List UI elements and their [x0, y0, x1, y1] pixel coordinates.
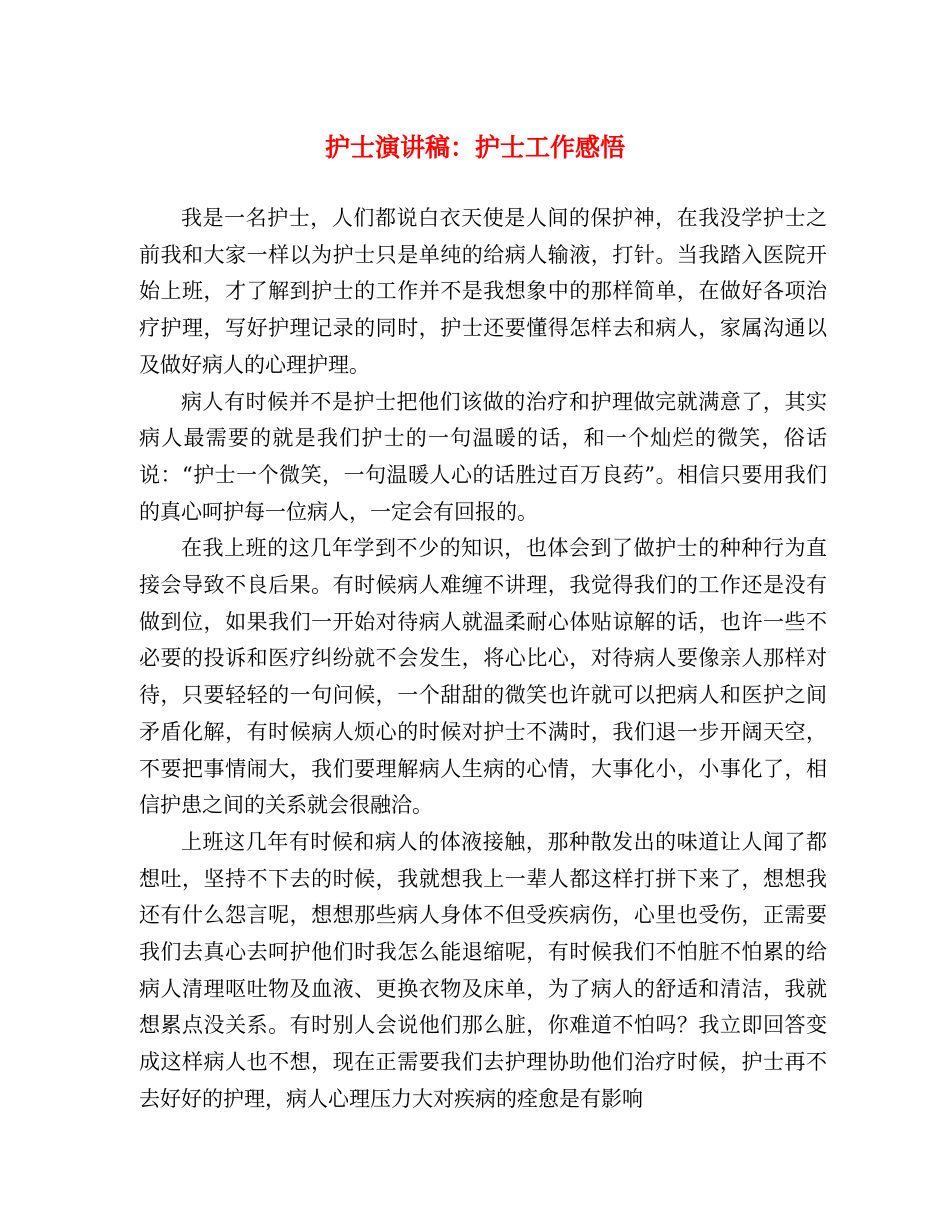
paragraph: 我是一名护士，人们都说白衣天使是人间的保护神，在我没学护士之前我和大家一样以为护士只是单纯的给病人输液，打针。当我踏入医院开始上班，才了解到护士的工作并不是我想象中的那样简单，在做好各项治疗护理，写好护理记录的同时，护士还要懂得怎样去和病人，家属沟通以及做好病人的心理护理。: [139, 206, 827, 377]
paragraph: 上班这几年有时候和病人的体液接触，那种散发出的味道让人闻了都想吐，坚持不下去的时候，我就想我上一辈人都这样打拼下来了，想想我还有什么怨言呢，想想那些病人身体不但受疾病伤，心里也受伤，正需要我们去真心去呵护他们时我怎么能退缩呢，有时候我们不怕脏不怕累的给病人清理呕吐物及血液、更换衣物及床单，为了病人的舒适和清洁，我就想累点没关系。有时别人会说他们那么脏，你难道不怕吗？我立即回答变成这样病人也不想，现在正需要我们去护理协助他们治疗时候，护士再不去好好的护理，病人心理压力大对疾病的痊愈是有影响: [139, 829, 827, 1111]
document-title: 护士演讲稿：护士工作感悟: [324, 133, 625, 162]
paragraph: 病人有时候并不是护士把他们该做的治疗和护理做完就满意了，其实病人最需要的就是我们护士的一句温暖的话，和一个灿烂的微笑，俗话说：“护士一个微笑，一句温暖人心的话胜过百万良药”。相信只要用我们的真心呵护每一位病人，一定会有回报的。: [139, 389, 827, 524]
document-body: [139, 200, 827, 1118]
paragraph: 在我上班的这几年学到不少的知识，也体会到了做护士的种种行为直接会导致不良后果。有时候病人难缠不讲理，我觉得我们的工作还是没有做到位，如果我们一开始对待病人就温柔耐心体贴谅解的话，也许一些不必要的投诉和医疗纠纷就不会发生，将心比心，对待病人要像亲人那样对待，只要轻轻的一句问候，一个甜甜的微笑也许就可以把病人和医护之间矛盾化解，有时候病人烦心的时候对护士不满时，我们退一步开阔天空，不要把事情闹大，我们要理解病人生病的心情，大事化小，小事化了，相信护患之间的关系就会很融洽。: [139, 536, 827, 818]
